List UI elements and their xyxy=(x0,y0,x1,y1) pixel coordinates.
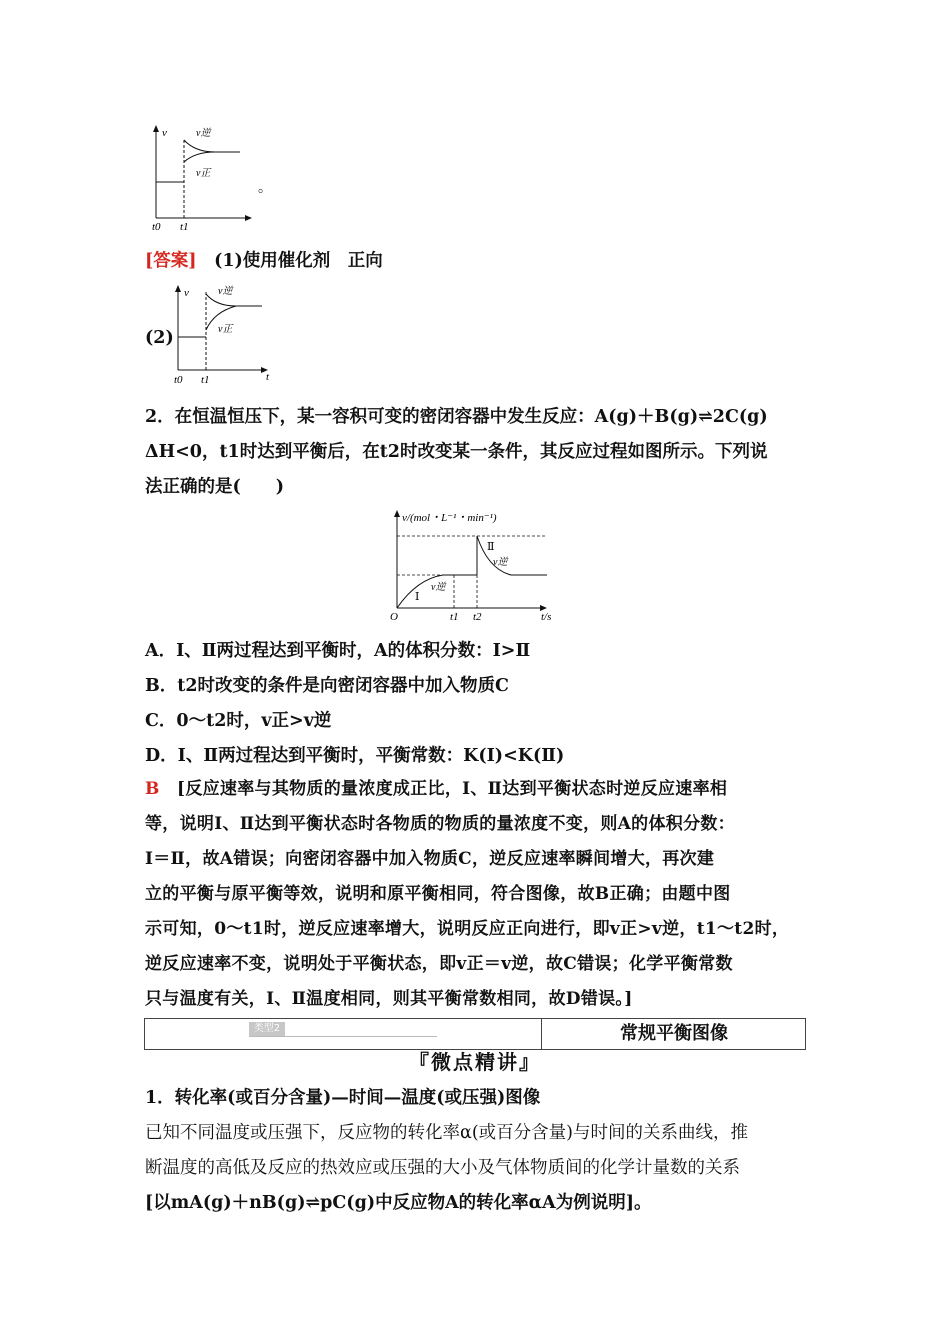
q2-line1: 2．在恒温恒压下，某一容积可变的密闭容器中发生反应：A(g)＋B(g)⇌2C(g) xyxy=(145,407,768,427)
graph3-v-ni-label-1: v逆 xyxy=(431,582,446,593)
graph3-roman-1: Ⅰ xyxy=(415,591,420,603)
explanation-line6: 逆反应速率不变，说明处于平衡状态，即v正＝v逆，故C错误；化学平衡常数 xyxy=(145,954,733,974)
explanation-line4: 立的平衡与原平衡等效，说明和原平衡相同，符合图像，故B正确；由题中图 xyxy=(145,884,731,904)
graph3-roman-2: Ⅱ xyxy=(487,541,495,553)
graph3-t2-label: t2 xyxy=(473,611,482,623)
answer-part1: (1)使用催化剂 正向 xyxy=(214,251,383,271)
graph1-v-label: v xyxy=(162,127,167,139)
option-a: A．Ⅰ、Ⅱ两过程达到平衡时，A的体积分数：Ⅰ>Ⅱ xyxy=(145,641,531,661)
graph2-t1-label: t1 xyxy=(201,374,210,386)
option-d: D．Ⅰ、Ⅱ两过程达到平衡时，平衡常数：K(Ⅰ)<K(Ⅱ) xyxy=(145,746,565,766)
option-b: B．t2时改变的条件是向密闭容器中加入物质C xyxy=(145,676,509,696)
graph-1 xyxy=(140,122,280,234)
explanation-line7: 只与温度有关，Ⅰ、Ⅱ温度相同，则其平衡常数相同，故D错误。] xyxy=(145,989,633,1009)
weidian-banner: 『微点精讲』 xyxy=(409,1050,541,1074)
explanation-answer-letter: B xyxy=(145,779,160,799)
p1-heading: 1．转化率(或百分含量)—时间—温度(或压强)图像 xyxy=(145,1088,541,1108)
graph3-v-ni-label-2: v逆 xyxy=(493,557,508,568)
graph2-v-zheng-label: v正 xyxy=(218,324,233,335)
p2-line1: 已知不同温度或压强下，反应物的转化率α(或百分含量)与时间的关系曲线，推 xyxy=(145,1123,748,1143)
graph2-t-label: t xyxy=(266,371,270,383)
explanation-line2: 等，说明Ⅰ、Ⅱ达到平衡状态时各物质的物质的量浓度不变，则A的体积分数： xyxy=(145,814,735,834)
graph3-t1-label: t1 xyxy=(450,611,459,623)
section-tag: 类型2 xyxy=(249,1022,285,1036)
p2-line2: 断温度的高低及反应的热效应或压强的大小及气体物质间的化学计量数的关系 xyxy=(145,1158,740,1178)
option-c: C．0～t2时，v正>v逆 xyxy=(145,711,332,731)
graph1-v-zheng-label: v正 xyxy=(196,168,211,179)
graph1-t0-label: t0 xyxy=(152,221,161,233)
explanation-line3: Ⅰ＝Ⅱ，故A错误；向密闭容器中加入物质C，逆反应速率瞬间增大，再次建 xyxy=(145,849,715,869)
graph1-t1-label: t1 xyxy=(180,221,189,233)
q2-line2: ΔH<0，t1时达到平衡后，在t2时改变某一条件，其反应过程如图所示。下列说 xyxy=(145,442,768,462)
section-title: 常规平衡图像 xyxy=(620,1023,728,1044)
graph3-origin-label: O xyxy=(390,611,398,623)
graph3-y-axis-label: v/(mol・L⁻¹・min⁻¹) xyxy=(402,512,497,524)
graph3-x-axis-label: t/s xyxy=(541,611,552,623)
graph2-t0-label: t0 xyxy=(174,374,183,386)
graph2-v-ni-label: v逆 xyxy=(218,286,233,297)
graph-2 xyxy=(170,282,280,388)
answer-part2-label: (2) xyxy=(145,328,174,348)
answer-tag: [答案] xyxy=(145,251,197,271)
graph1-trailing-mark: 。 xyxy=(258,181,272,196)
p2-line3: [以mA(g)＋nB(g)⇌pC(g)中反应物A的转化率αA为例说明]。 xyxy=(145,1193,652,1213)
graph2-v-label: v xyxy=(184,287,189,299)
answer-line xyxy=(145,248,383,274)
explanation-line5: 示可知，0～t1时，逆反应速率增大，说明反应正向进行，即v正>v逆，t1～t2时， xyxy=(145,919,790,939)
explanation-line1: B [反应速率与其物质的量浓度成正比，Ⅰ、Ⅱ达到平衡状态时逆反应速率相 xyxy=(145,779,728,799)
graph1-v-ni-label: v逆 xyxy=(196,128,211,139)
graph-3 xyxy=(385,506,565,624)
q2-line3: 法正确的是( ) xyxy=(145,477,285,497)
